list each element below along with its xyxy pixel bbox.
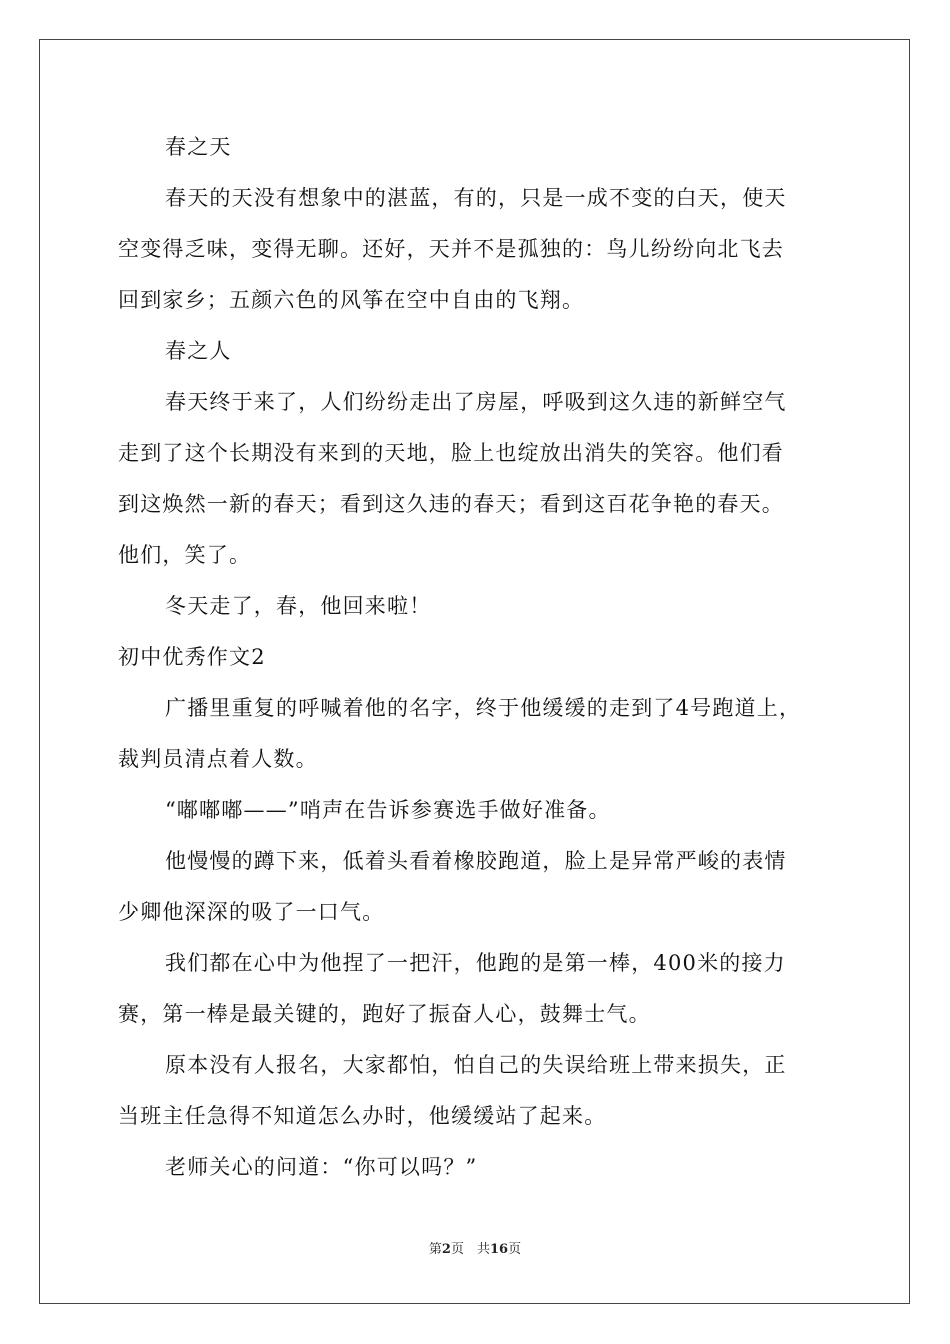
text-line: 原本没有人报名，大家都怕，怕自己的失误给班上带来损失，正 bbox=[165, 1053, 787, 1077]
text-line: 我们都在心中为他捏了一把汗，他跑的是第一棒，400米的接力 bbox=[165, 951, 786, 975]
text-line: 他们，笑了。 bbox=[118, 543, 252, 567]
text-line: 裁判员清点着人数。 bbox=[118, 747, 318, 771]
footer-suffix: 页 bbox=[508, 1242, 522, 1257]
footer-prefix: 第 bbox=[428, 1242, 442, 1257]
text-line: 走到了这个长期没有来到的天地，脸上也绽放出消失的笑容。他们看 bbox=[118, 441, 784, 465]
text-line: 春之人 bbox=[165, 339, 232, 363]
text-line: 老师关心的问道：“你可以吗？” bbox=[165, 1155, 478, 1179]
current-page-number: 2 bbox=[441, 1242, 451, 1257]
text-line: 冬天走了，春，他回来啦！ bbox=[165, 594, 432, 618]
text-line: 赛，第一棒是最关键的，跑好了振奋人心，鼓舞士气。 bbox=[118, 1002, 651, 1026]
text-line: 空变得乏味，变得无聊。还好，天并不是孤独的：鸟儿纷纷向北飞去 bbox=[118, 237, 784, 261]
text-line: 回到家乡；五颜六色的风筝在空中自由的飞翔。 bbox=[118, 288, 585, 312]
text-line: 春天的天没有想象中的湛蓝，有的，只是一成不变的白天，使天 bbox=[165, 186, 787, 210]
page-footer bbox=[0, 1238, 950, 1257]
text-line: 到这焕然一新的春天；看到这久违的春天；看到这百花争艳的春天。 bbox=[118, 492, 784, 516]
text-line: 少卿他深深的吸了一口气。 bbox=[118, 900, 385, 924]
text-line: 他慢慢的蹲下来，低着头看着橡胶跑道，脸上是异常严峻的表情 bbox=[165, 849, 787, 873]
document-body bbox=[118, 122, 858, 1193]
footer-middle: 页 共 bbox=[450, 1242, 490, 1257]
text-line: 春天终于来了，人们纷纷走出了房屋，呼吸到这久违的新鲜空气 bbox=[165, 390, 787, 414]
text-line: 春之天 bbox=[165, 135, 232, 159]
section-heading: 初中优秀作文2 bbox=[118, 645, 266, 669]
total-page-number: 16 bbox=[489, 1242, 509, 1257]
text-line: 当班主任急得不知道怎么办时，他缓缓站了起来。 bbox=[118, 1104, 607, 1128]
text-line: 广播里重复的呼喊着他的名字，终于他缓缓的走到了4号跑道上， bbox=[165, 696, 802, 720]
text-line: “嘟嘟嘟——”哨声在告诉参赛选手做好准备。 bbox=[165, 798, 611, 822]
